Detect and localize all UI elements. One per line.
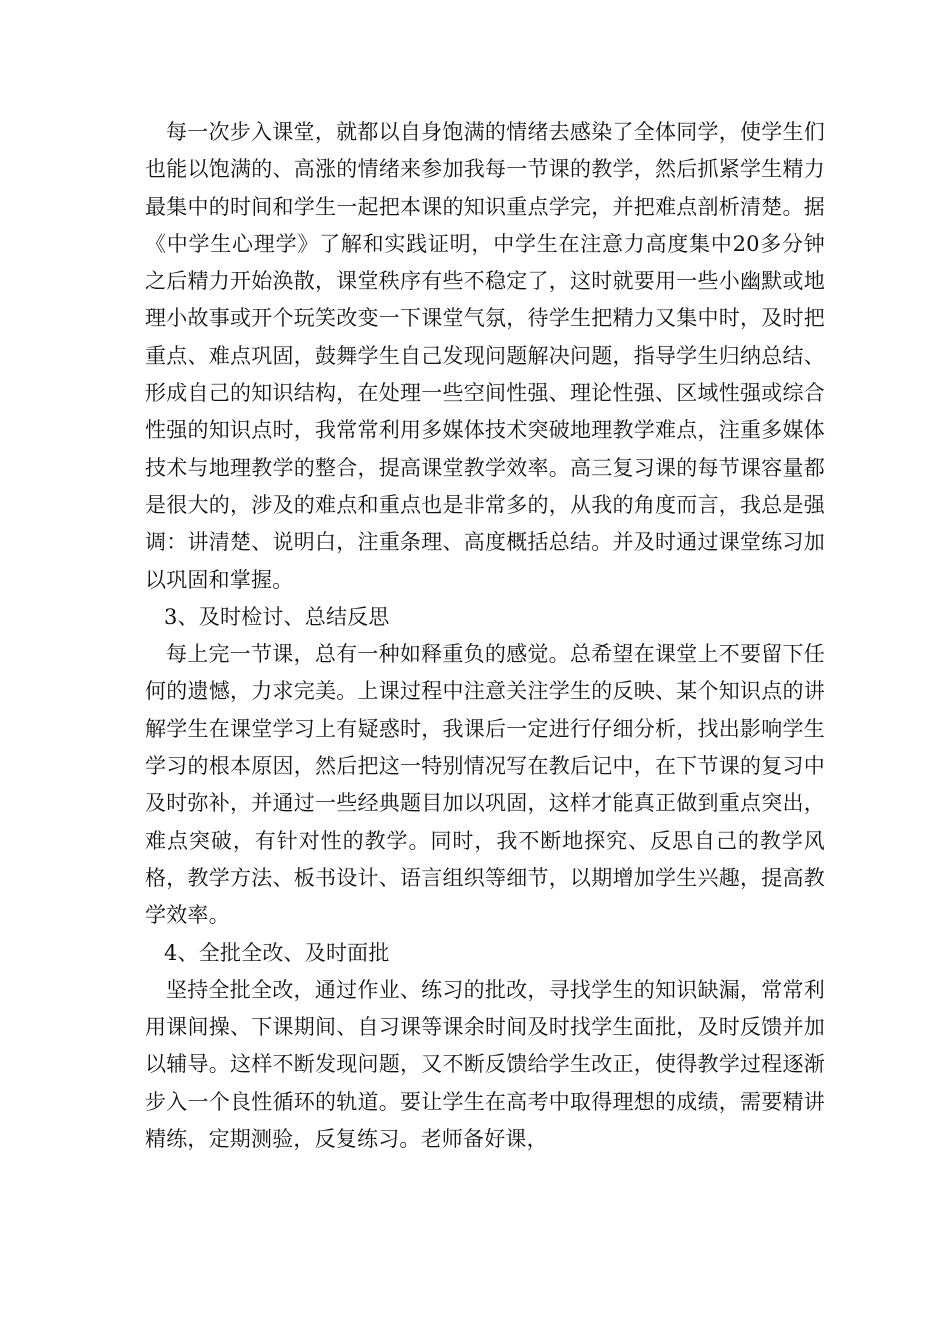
paragraph-reflection: 每上完一节课，总有一种如释重负的感觉。总希望在课堂上不要留下任何的遗憾，力求完美。上课过程中注意关注学生的反映、某个知识点的讲解学生在课堂学习上有疑惑时，我课后一定进行仔细分析，找出影响学生学习的根本原因，然后把这一特别情况写在教后记中，在下节课的复习中及时弥补，并通过一些经典题目加以巩固，这样才能真正做到重点突出，难点突破，有针对性的教学。同时，我不断地探究、反思自己的教学风格，教学方法、板书设计、语言组织等细节，以期增加学生兴趣，提高教学效率。 bbox=[145, 642, 825, 928]
paragraph-classroom-emotion: 每一次步入课堂，就都以自身饱满的情绪去感染了全体同学，使学生们也能以饱满的、高涨的情绪来参加我每一节课的教学，然后抓紧学生精力最集中的时间和学生一起把本课的知识重点学完，并把难点剖析清楚。据《中学生心理学》了解和实践证明，中学生在注意力高度集中20多分钟之后精力开始涣散，课堂秩序有些不稳定了，这时就要用一些小幽默或地理小故事或开个玩笑改变一下课堂气氛，待学生把精力又集中时，及时把重点、难点巩固，鼓舞学生自己发现问题解决问题，指导学生归纳总结、形成自己的知识结构，在处理一些空间性强、理论性强、区域性强或综合性强的知识点时，我常常利用多媒体技术突破地理教学难点，注重多媒体技术与地理教学的整合，提高课堂教学效率。高三复习课的每节课容量都是很大的，涉及的难点和重点也是非常多的，从我的角度而言，我总是强调：讲清楚、说明白，注重条理、高度概括总结。并及时通过课堂练习加以巩固和掌握。 bbox=[145, 120, 825, 592]
document-body bbox=[145, 114, 825, 1158]
section-heading-4: 4、全批全改、及时面批 bbox=[164, 940, 390, 965]
paragraph-grading: 坚持全批全改，通过作业、练习的批改，寻找学生的知识缺漏，常常利用课间操、下课期间、自习课等课余时间及时找学生面批，及时反馈并加以辅导。这样不断发现问题，又不断反馈给学生改正，使得教学过程逐渐步入一个良性循环的轨道。要让学生在高考中取得理想的成绩，需要精讲精练，定期测验，反复练习。老师备好课， bbox=[145, 977, 825, 1152]
section-heading-3: 3、及时检讨、总结反思 bbox=[164, 604, 390, 629]
